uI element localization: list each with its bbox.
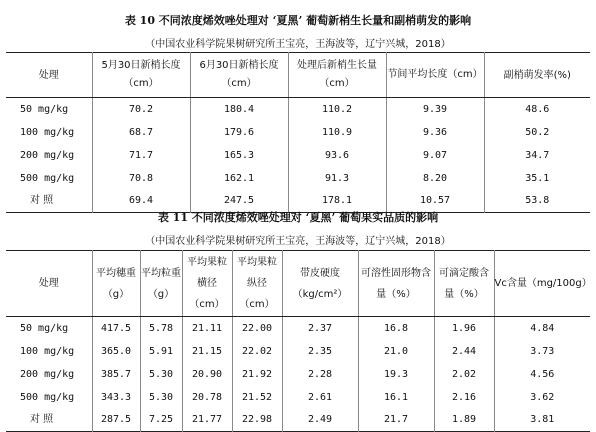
table2-treatment-cell: 200 mg/kg (20, 368, 75, 380)
table1-value-cell: 179.6 (190, 121, 288, 144)
table1-row (6, 144, 590, 167)
table1-value-cell: 35.1 (484, 167, 590, 190)
table2-row (6, 386, 590, 409)
table2-value-cell: 5.91 (140, 340, 182, 363)
table1-value-cell: 110.9 (288, 121, 386, 144)
table2-title: 表 11 不同浓度烯效唑处理对 ‘夏黑’ 葡萄果实品质的影响 (157, 211, 439, 224)
table2-value-cell: 3.73 (494, 340, 590, 363)
table2-value-cell: 21.52 (232, 386, 282, 409)
table2-header-cell: 带皮硬度（kg/cm²） (282, 251, 358, 317)
table1-value-cell: 9.39 (386, 98, 484, 121)
table1-value-cell: 110.2 (288, 98, 386, 121)
table2-value-cell: 3.81 (494, 409, 590, 432)
table1-row (6, 98, 590, 121)
table1-value-cell: 70.2 (92, 98, 190, 121)
table2-value-cell: 365.0 (92, 340, 140, 363)
table2-row (6, 409, 590, 432)
table2-value-cell: 2.28 (282, 363, 358, 386)
table2-value-cell: 16.1 (358, 386, 434, 409)
table2-value-cell: 4.56 (494, 363, 590, 386)
table1-value-cell: 8.20 (386, 167, 484, 190)
table2-value-cell: 1.96 (434, 317, 494, 340)
table2-value-cell: 22.98 (232, 409, 282, 432)
table1-header-cell: 处理 (6, 53, 92, 98)
table1-treatment-cell: 200 mg/kg (20, 149, 75, 161)
table1-value-cell: 91.3 (288, 167, 386, 190)
table1-value-cell: 70.8 (92, 167, 190, 190)
table1-body (6, 98, 590, 213)
table2-treatment-cell: 50 mg/kg (20, 322, 69, 334)
table2-value-cell: 417.5 (92, 317, 140, 340)
table1-value-cell: 9.07 (386, 144, 484, 167)
table1-header-cell: 5月30日新梢长度（cm） (92, 53, 190, 98)
table1-header-cell: 节间平均长度（cm） (386, 53, 484, 98)
table2-header-cell: 处理 (6, 251, 92, 317)
table2-value-cell: 21.0 (358, 340, 434, 363)
table1-value-cell: 93.6 (288, 144, 386, 167)
table2-value-cell: 343.3 (92, 386, 140, 409)
table1-row (6, 167, 590, 190)
table2-value-cell: 2.35 (282, 340, 358, 363)
table2-value-cell: 21.77 (182, 409, 232, 432)
table1-treatment-cell: 50 mg/kg (20, 103, 69, 115)
table1-treatment-cell: 对 照 (30, 195, 54, 207)
table1-value-cell: 9.36 (386, 121, 484, 144)
table2-value-cell: 5.30 (140, 386, 182, 409)
table1-header-cell: 6月30日新梢长度（cm） (190, 53, 288, 98)
table2-value-cell: 385.7 (92, 363, 140, 386)
table1-treatment-cell: 100 mg/kg (20, 126, 75, 138)
table2-value-cell: 2.37 (282, 317, 358, 340)
table1-value-cell: 247.5 (190, 190, 288, 213)
table1-value-cell: 180.4 (190, 98, 288, 121)
table2-value-cell: 1.89 (434, 409, 494, 432)
table2-value-cell: 21.7 (358, 409, 434, 432)
table2-value-cell: 7.25 (140, 409, 182, 432)
table2-value-cell: 3.62 (494, 386, 590, 409)
table2-treatment-cell: 100 mg/kg (20, 345, 75, 357)
table1-header-cell: 处理后新梢生长量（cm） (288, 53, 386, 98)
table2-header-cell: 平均穗重（g） (92, 251, 140, 317)
table2-row (6, 363, 590, 386)
table2-value-cell: 2.02 (434, 363, 494, 386)
table2-value-cell: 287.5 (92, 409, 140, 432)
table1-value-cell: 34.7 (484, 144, 590, 167)
table2-value-cell: 2.16 (434, 386, 494, 409)
table1-value-cell: 53.8 (484, 190, 590, 213)
table2-value-cell: 2.49 (282, 409, 358, 432)
table1-header-cell: 副梢萌发率(%) (484, 53, 590, 98)
table2-value-cell: 21.92 (232, 363, 282, 386)
table2-value-cell: 5.78 (140, 317, 182, 340)
table1-row (6, 121, 590, 144)
table2-body (6, 317, 590, 432)
table1-value-cell: 71.7 (92, 144, 190, 167)
table1-header-row (6, 53, 590, 98)
table2-header-cell: 可溶性固形物含量（%） (358, 251, 434, 317)
table2-value-cell: 21.11 (182, 317, 232, 340)
table2-value-cell: 2.61 (282, 386, 358, 409)
table2-value-cell: 20.78 (182, 386, 232, 409)
table2-value-cell: 2.44 (434, 340, 494, 363)
table2-header-cell: Vc含量（mg/100g） (494, 251, 590, 317)
table2-value-cell: 21.15 (182, 340, 232, 363)
table1-source: （中国农业科学院果树研究所王宝亮，王海波等，辽宁兴城，2018） (145, 39, 451, 50)
table1-value-cell: 162.1 (190, 167, 288, 190)
table2-header-cell: 平均粒重（g） (140, 251, 182, 317)
table1 (6, 52, 590, 213)
table2-treatment-cell: 500 mg/kg (20, 391, 75, 403)
table2-row (6, 340, 590, 363)
table1-value-cell: 178.1 (288, 190, 386, 213)
table2 (6, 250, 590, 432)
table2-value-cell: 4.84 (494, 317, 590, 340)
table2-value-cell: 5.30 (140, 363, 182, 386)
table1-value-cell: 68.7 (92, 121, 190, 144)
table2-header-cell: 平均果粒横径（cm） (182, 251, 232, 317)
table2-header-row (6, 251, 590, 317)
table2-value-cell: 16.8 (358, 317, 434, 340)
table2-row (6, 317, 590, 340)
table1-value-cell: 48.6 (484, 98, 590, 121)
table2-value-cell: 22.00 (232, 317, 282, 340)
table2-value-cell: 20.90 (182, 363, 232, 386)
table2-value-cell: 19.3 (358, 363, 434, 386)
table2-header-cell: 平均果粒纵径（cm） (232, 251, 282, 317)
table2-treatment-cell: 对 照 (30, 414, 54, 426)
table1-value-cell: 10.57 (386, 190, 484, 213)
table1-value-cell: 69.4 (92, 190, 190, 213)
table1-treatment-cell: 500 mg/kg (20, 172, 75, 184)
table2-source: （中国农业科学院果树研究所王宝亮，王海波等，辽宁兴城，2018） (145, 236, 451, 247)
table2-header-cell: 可滴定酸含量（%） (434, 251, 494, 317)
table1-value-cell: 165.3 (190, 144, 288, 167)
table2-value-cell: 22.02 (232, 340, 282, 363)
table1-value-cell: 50.2 (484, 121, 590, 144)
table1-title: 表 10 不同浓度烯效唑处理对 ‘夏黑’ 葡萄新梢生长量和副梢萌发的影响 (124, 14, 472, 27)
